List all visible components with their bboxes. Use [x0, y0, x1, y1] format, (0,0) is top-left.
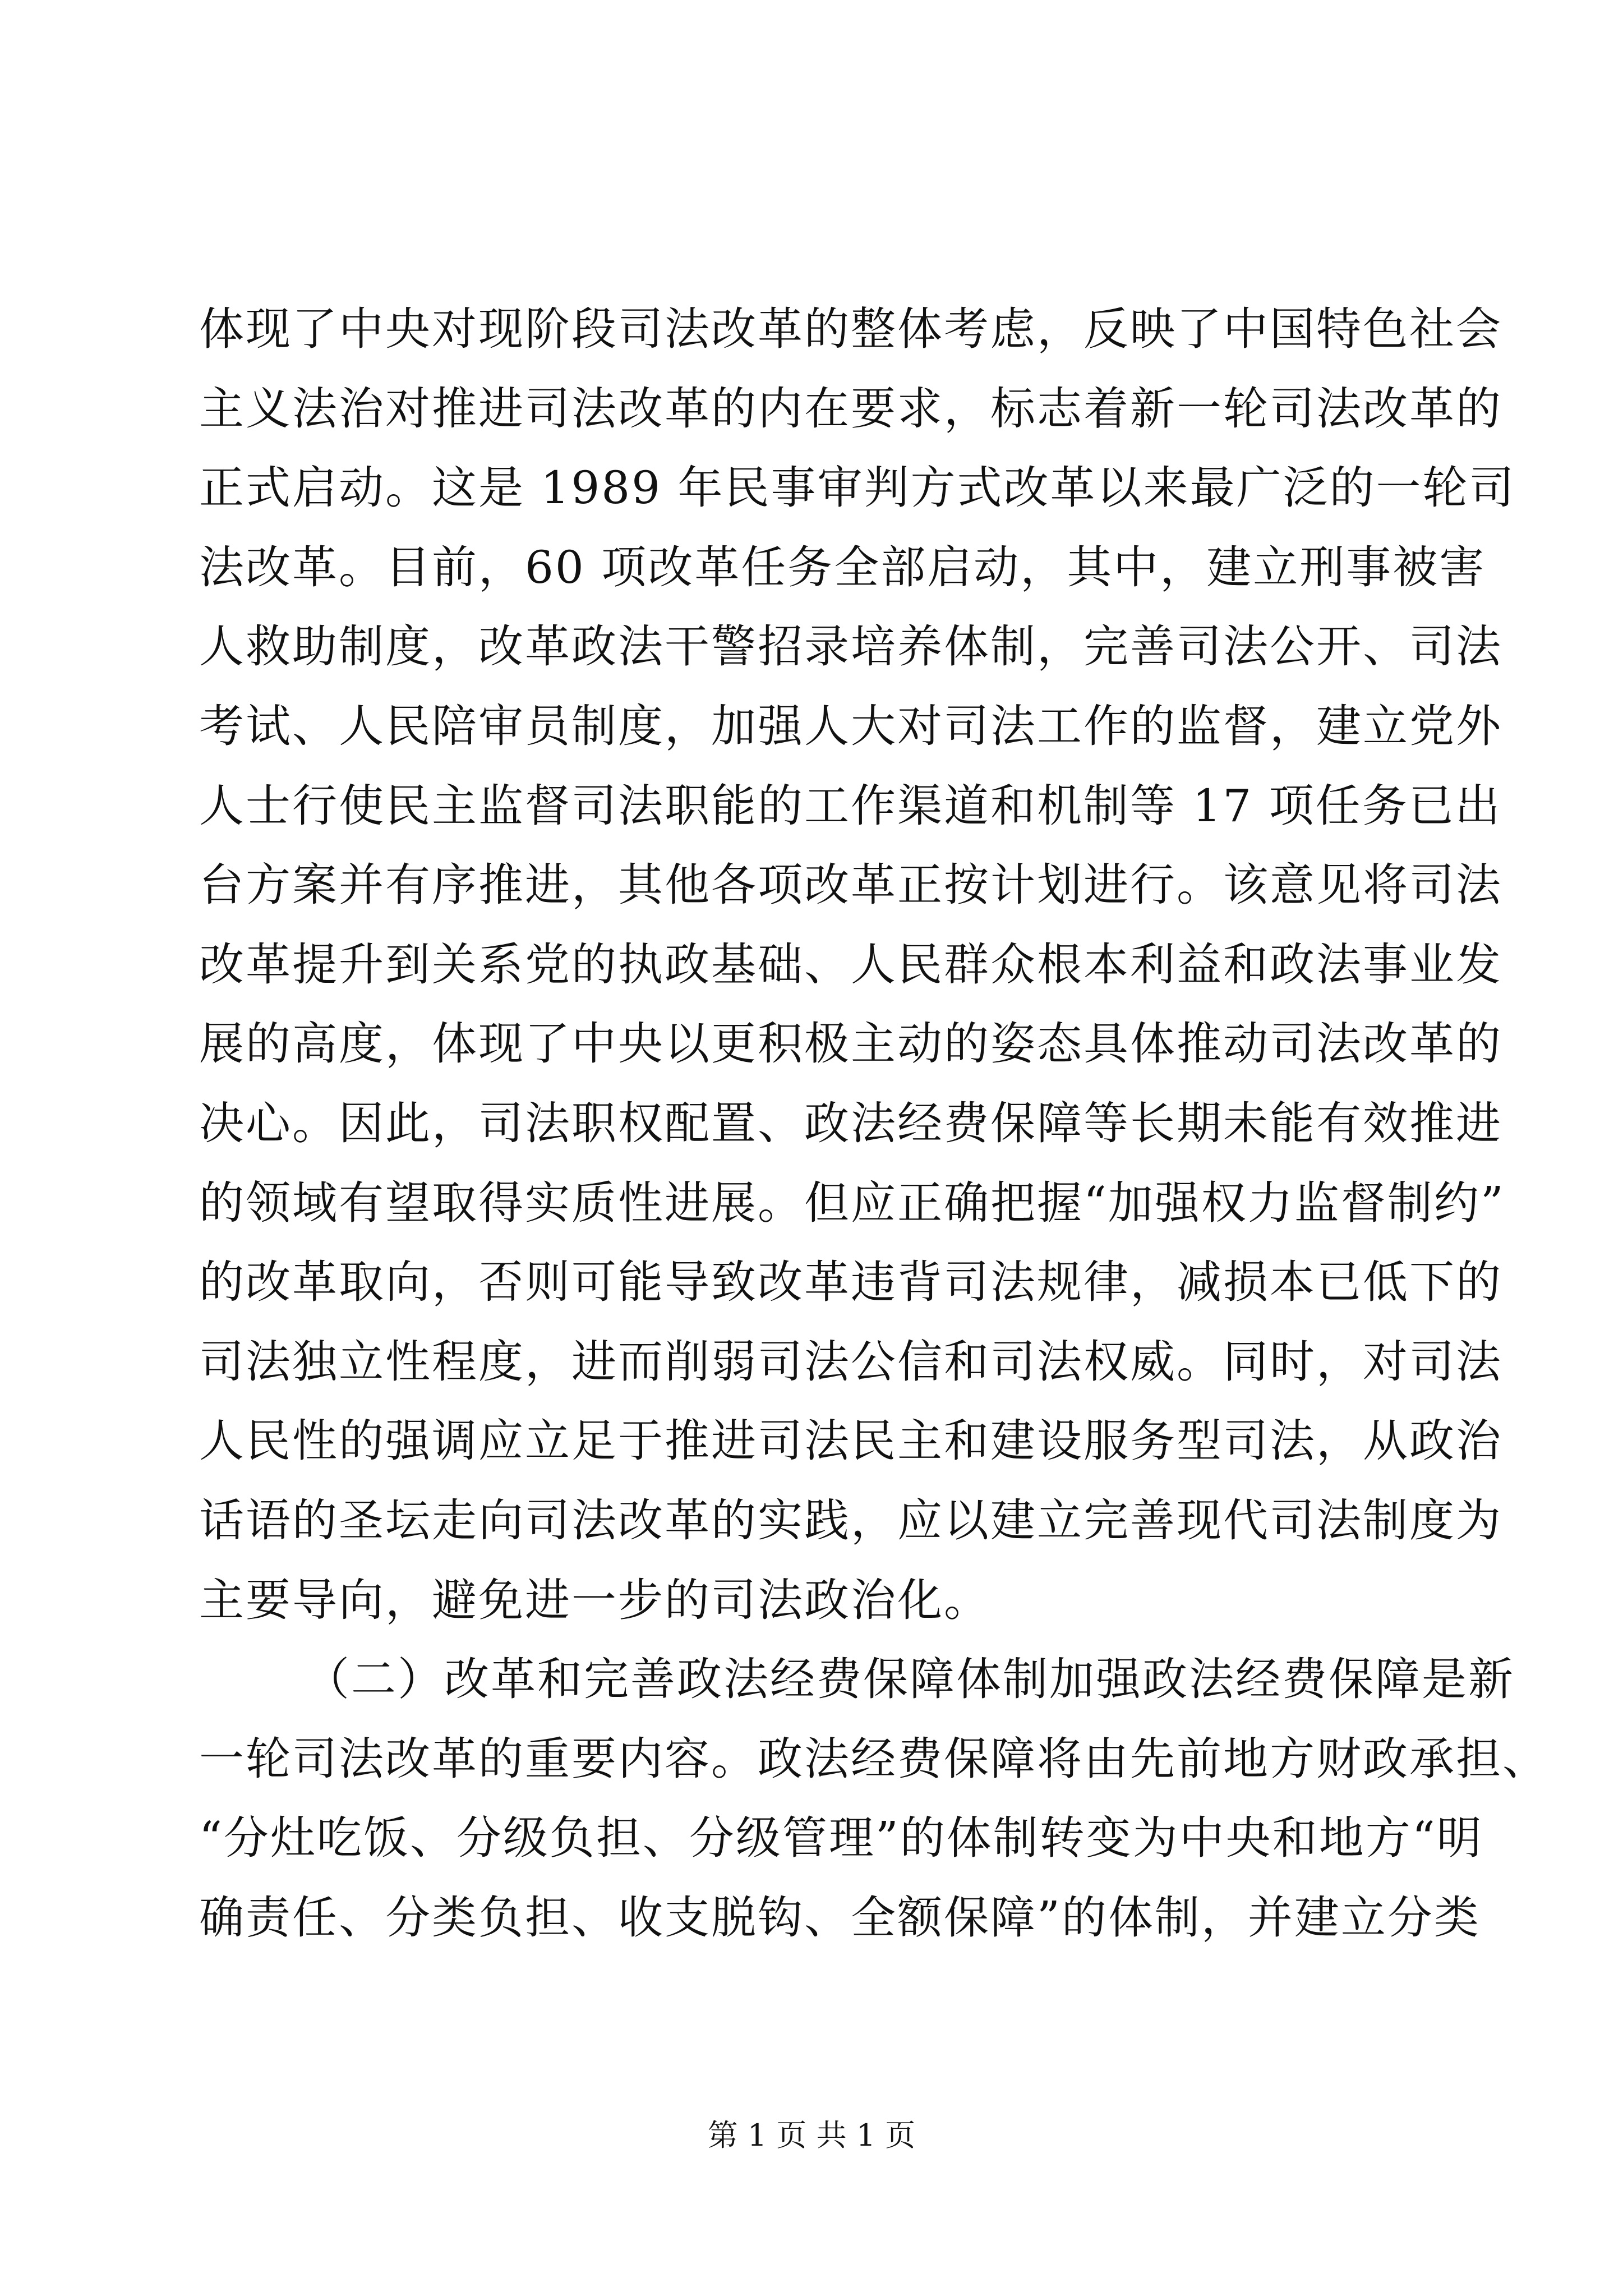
text-line: 人士行使民主监督司法职能的工作渠道和机制等 17 项任务已出 — [199, 779, 1502, 832]
paragraph-end-line: 主要导向，避免进一步的司法政治化。 — [199, 1573, 990, 1626]
text-line: 正式启动。这是 1989 年民事审判方式改革以来最广泛的一轮司 — [199, 462, 1516, 514]
document-body — [199, 289, 1549, 1957]
text-line: 改革提升到关系党的执政基础、人民群众根本利益和政法事业发 — [199, 938, 1502, 991]
text-line: 体现了中央对现阶段司法改革的整体考虑，反映了中国特色社会 — [199, 303, 1502, 355]
page-footer — [0, 2116, 1623, 2155]
text-line: 确责任、分类负担、收支脱钩、全额保障”的体制，并建立分类 — [199, 1891, 1481, 1944]
text-line: 法改革。目前，60 项改革任务全部启动，其中，建立刑事被害 — [199, 541, 1486, 593]
text-line: 决心。因此，司法职权配置、政法经费保障等长期未能有效推进 — [199, 1097, 1502, 1149]
text-line: 台方案并有序推进，其他各项改革正按计划进行。该意见将司法 — [199, 859, 1502, 912]
text-line: 一轮司法改革的重要内容。政法经费保障将由先前地方财政承担、 — [199, 1732, 1549, 1785]
page-number: 第 1 页 共 1 页 — [707, 2118, 916, 2153]
text-line: “分灶吃饭、分级负担、分级管理”的体制转变为中央和地方“明 — [199, 1812, 1483, 1865]
text-line: 人民性的强调应立足于推进司法民主和建设服务型司法，从政治 — [199, 1415, 1502, 1467]
text-line: 司法独立性程度，进而削弱司法公信和司法权威。同时，对司法 — [199, 1335, 1502, 1388]
text-line: 主义法治对推进司法改革的内在要求，标志着新一轮司法改革的 — [199, 382, 1502, 435]
text-line: 的领域有望取得实质性进展。但应正确把握“加强权力监督制约” — [199, 1176, 1505, 1229]
text-line: 人救助制度，改革政法干警招录培养体制，完善司法公开、司法 — [199, 620, 1502, 673]
text-line: 考试、人民陪审员制度，加强人大对司法工作的监督，建立党外 — [199, 700, 1502, 752]
text-line: 话语的圣坛走向司法改革的实践，应以建立完善现代司法制度为 — [199, 1494, 1502, 1547]
section-heading-line: （二）改革和完善政法经费保障体制加强政法经费保障是新 — [305, 1653, 1515, 1706]
text-line: 的改革取向，否则可能导致改革违背司法规律，减损本已低下的 — [199, 1256, 1502, 1309]
text-line: 展的高度，体现了中央以更积极主动的姿态具体推动司法改革的 — [199, 1018, 1502, 1070]
